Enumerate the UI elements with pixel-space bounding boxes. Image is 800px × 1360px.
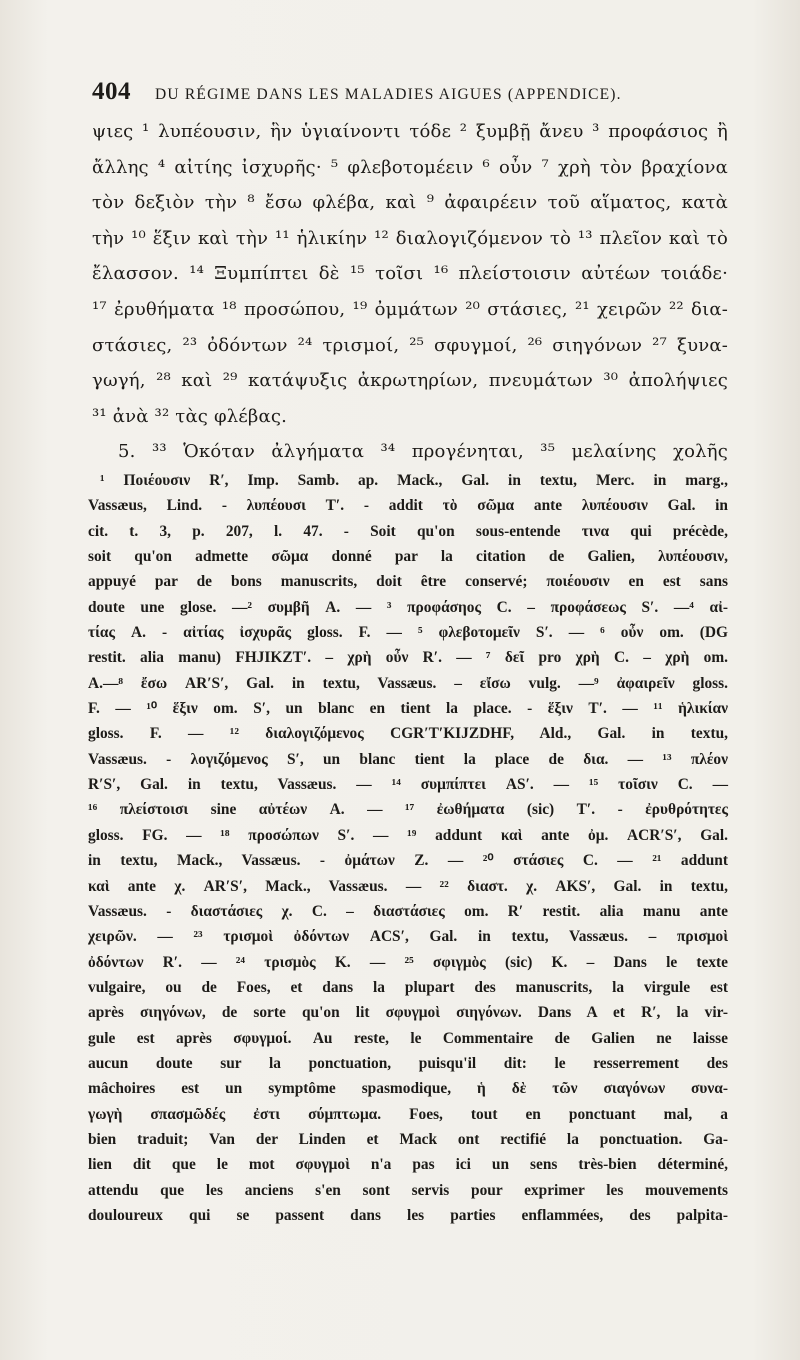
footnote-line: douloureux qui se passent dans les parties enflammées, des palpita-: [88, 1206, 728, 1224]
footnote-line: appuyé par de bons manuscrits, doit être conservé; ποιέουσιν en est sans: [88, 573, 728, 591]
text-line: ἄλλης ⁴ αἰτίης ἰσχυρῆς· ⁵ φλεβοτομέειν ⁶ οὖν ⁷ χρὴ τὸν βραχίονα: [92, 156, 728, 178]
running-title: DU RÉGIME DANS LES MALADIES AIGUES (APPENDICE).: [155, 86, 622, 103]
section-5-line: 5. ³³ Ὁκόταν ἀλγήματα ³⁴ προγένηται, ³⁵ μελαίνης χολῆς: [118, 441, 728, 463]
text-line: τὴν ¹⁰ ἕξιν καὶ τὴν ¹¹ ἡλικίην ¹² διαλογιζόμενον τὸ ¹³ πλεῖον καὶ τὸ: [92, 227, 728, 249]
greek-main-text: [92, 114, 728, 470]
footnote-line: lien dit que le mot σφυγμοὶ n'a pas ici un sens très-bien déterminé,: [88, 1156, 728, 1174]
footnote-line: cit. t. 3, p. 207, l. 47. - Soit qu'on sous-entende τινα qui précède,: [88, 522, 728, 540]
footnote-line: bien traduit; Van der Linden et Mack ont rectifié la ponctuation. Ga-: [88, 1130, 728, 1148]
footnote-line: F. — ¹⁰ ἕξιν om. S′, un blanc en tient la place. - ἕξιν T′. — ¹¹ ἡλικίαν: [88, 700, 728, 718]
page-number: 404: [92, 78, 131, 105]
footnote-line: Vassæus, Lind. - λυπέουσι T′. - addit τὸ σῶμα ante λυπέουσιν Gal. in: [88, 497, 728, 515]
footnote-line: Vassæus. - λογιζόμενος S′, un blanc tient la place de δια. — ¹³ πλέον: [88, 750, 728, 768]
footnote-line: ¹⁶ πλείστοισι sine αὐτέων A. — ¹⁷ ἐωθήματα (sic) T′. - ἐρυθρότητες: [88, 801, 728, 819]
footnote-line: après σιηγόνων, de sorte qu'on lit σφυγμοὶ σιηγόνων. Dans A et R′, la vir-: [88, 1004, 728, 1022]
text-line: στάσιες, ²³ ὀδόντων ²⁴ τρισμοί, ²⁵ σφυγμοί, ²⁶ σιηγόνων ²⁷ ξυνα-: [92, 334, 728, 356]
footnote-line: attendu que les anciens s'en sont servis pour exprimer les mouvements: [88, 1181, 728, 1199]
footnote-line: doute une glose. —² συμβῆ A. — ³ προφάσηος C. – προφάσεως S′. —⁴ αἰ-: [88, 598, 728, 616]
footnote-line: R′S′, Gal. in textu, Vassæus. — ¹⁴ συμπίπτει AS′. — ¹⁵ τοῖσιν C. —: [88, 776, 728, 794]
footnote-line: in textu, Mack., Vassæus. - ὀμάτων Z. — ²⁰ στάσιες C. — ²¹ addunt: [88, 852, 728, 870]
footnote-line: restit. alia manu) FHJIKZT′. – χρὴ οὖν R′. — ⁷ δεῖ pro χρὴ C. – χρὴ om.: [88, 649, 728, 667]
text-line: ἔλασσον. ¹⁴ Ξυμπίπτει δὲ ¹⁵ τοῖσι ¹⁶ πλείστοισιν αὐτέων τοιάδε·: [92, 263, 728, 285]
footnote-line: γωγὴ σπασμῶδές ἐστι σύμπτωμα. Foes, tout en ponctuant mal, a: [88, 1105, 728, 1123]
footnote-line: ¹ Ποιέουσιν R′, Imp. Samb. ap. Mack., Gal. in textu, Merc. in marg.,: [100, 472, 728, 489]
text-line: ³¹ ἀνὰ ³² τὰς φλέβας.: [92, 405, 288, 427]
critical-apparatus: [88, 468, 728, 1228]
footnote-line: vulgaire, ou de Foes, et dans la plupart des manuscrits, la virgule est: [88, 978, 728, 996]
text-line: ¹⁷ ἐρυθήματα ¹⁸ προσώπου, ¹⁹ ὀμμάτων ²⁰ στάσιες, ²¹ χειρῶν ²² δια-: [92, 298, 728, 320]
footnote-line: aucun doute sur la ponctuation, puisqu'il dit: le resserrement des: [88, 1054, 728, 1072]
footnote-line: mâchoires est un symptôme spasmodique, ἡ δὲ τῶν σιαγόνων συνα-: [88, 1080, 728, 1098]
footnote-line: gloss. F. — ¹² διαλογιζόμενος CGR′T′KIJZDHF, Ald., Gal. in textu,: [88, 725, 728, 743]
footnote-line: χειρῶν. — ²³ τρισμοὶ ὀδόντων ACS′, Gal. in textu, Vassæus. – πρισμοὶ: [88, 928, 728, 946]
footnote-line: ὀδόντων R′. — ²⁴ τρισμὸς K. — ²⁵ σφιγμὸς (sic) K. – Dans le texte: [88, 953, 728, 971]
running-header: [92, 78, 732, 106]
footnote-line: soit qu'on admette σῶμα donné par la citation de Galien, λυπέουσιν,: [88, 548, 728, 566]
footnote-line: Vassæus. - διαστάσιες χ. C. – διαστάσιες om. R′ restit. alia manu ante: [88, 902, 728, 920]
footnote-line: gloss. FG. — ¹⁸ προσώπων S′. — ¹⁹ addunt καὶ ante ὀμ. ACR′S′, Gal.: [88, 826, 728, 844]
footnote-line: A.—⁸ ἔσω AR′S′, Gal. in textu, Vassæus. – εἴσω vulg. —⁹ ἀφαιρεῖν gloss.: [88, 674, 728, 692]
text-line: ψιες ¹ λυπέουσιν, ἣν ὑγιαίνοντι τόδε ² ξυμβῇ ἄνευ ³ προφάσιος ἢ: [92, 121, 728, 142]
text-line: γωγή, ²⁸ καὶ ²⁹ κατάψυξις ἀκρωτηρίων, πνευμάτων ³⁰ ἀπολήψιες: [92, 370, 728, 392]
footnote-line: καὶ ante χ. AR′S′, Mack., Vassæus. — ²² διαστ. χ. AKS′, Gal. in textu,: [88, 877, 728, 895]
footnote-line: gule est après σφυγμοί. Au reste, le Commentaire de Galien ne laisse: [88, 1029, 728, 1047]
text-line: τὸν δεξιὸν τὴν ⁸ ἔσω φλέβα, καὶ ⁹ ἀφαιρέειν τοῦ αἵματος, κατὰ: [92, 192, 728, 214]
footnote-line: τίας A. - αἰτίας ἰσχυρᾶς gloss. F. — ⁵ φλεβοτομεῖν S′. — ⁶ οὖν om. (DG: [88, 624, 728, 642]
